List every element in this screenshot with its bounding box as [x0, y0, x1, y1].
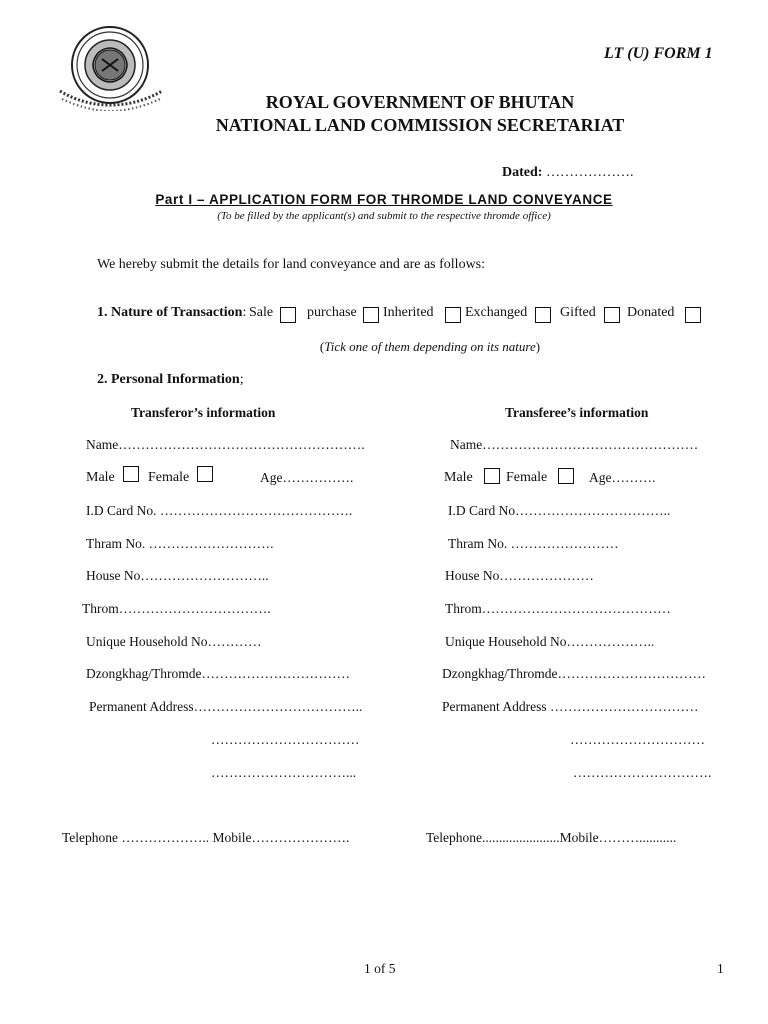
sale-checkbox[interactable] [280, 307, 296, 323]
transferee-id-field[interactable]: I.D Card No…………………………….. [448, 503, 671, 518]
transferor-household-field[interactable]: Unique Household No………… [86, 634, 262, 649]
transferor-thram-field[interactable]: Thram No. ………………………. [86, 536, 274, 551]
transaction-label: 1. Nature of Transaction: [97, 305, 247, 320]
option-sale-label: Sale [249, 305, 274, 320]
transferee-thram-field[interactable]: Thram No. …………………… [448, 536, 619, 551]
office-title: NATIONAL LAND COMMISSION SECRETARIAT [215, 115, 625, 135]
form-code: LT (U) FORM 1 [604, 45, 713, 62]
exchanged-checkbox[interactable] [535, 307, 551, 323]
transferee-female-checkbox[interactable] [558, 468, 574, 484]
transferee-male-label: Male [444, 470, 473, 485]
transferee-telephone-field[interactable]: Telephone.......................Mobile………........... [426, 830, 677, 845]
option-exchanged-label: Exchanged [465, 305, 528, 320]
gov-title: ROYAL GOVERNMENT OF BHUTAN [265, 92, 575, 112]
gifted-checkbox[interactable] [604, 307, 620, 323]
transferor-id-field[interactable]: I.D Card No. ……………………………………. [86, 503, 353, 518]
transferor-title: Transferor’s information [131, 405, 276, 420]
transferee-address-line3[interactable]: …………………………. [573, 765, 712, 780]
transferee-household-field[interactable]: Unique Household No……………….. [445, 634, 655, 649]
transferor-telephone-field[interactable]: Telephone ……………….. Mobile…………………. [62, 830, 350, 845]
transferor-dzongkhag-field[interactable]: Dzongkhag/Thromde…………………………… [86, 666, 350, 681]
transferor-male-checkbox[interactable] [123, 466, 139, 482]
transferee-title: Transferee’s information [505, 405, 649, 420]
purchase-checkbox[interactable] [363, 307, 379, 323]
transferor-house-field[interactable]: House No……………………….. [86, 568, 269, 583]
dated-value: ………………. [545, 165, 634, 180]
page-of-count: 1 of 5 [364, 961, 396, 976]
transferee-address-line2[interactable]: ………………………… [570, 732, 705, 747]
part-heading: Part I – APPLICATION FORM FOR THROMDE LAND CONVEYANCE [155, 192, 613, 207]
option-inherited-label: Inherited [383, 305, 434, 320]
option-donated-label: Donated [627, 305, 675, 320]
transferor-address-line2[interactable]: …………………………… [211, 732, 360, 747]
transferor-female-checkbox[interactable] [197, 466, 213, 482]
personal-info-label: 2. Personal Information; [97, 372, 244, 387]
transferor-age-field[interactable]: Age……………. [260, 470, 354, 485]
transferee-female-label: Female [506, 470, 548, 485]
option-gifted-label: Gifted [560, 305, 596, 320]
transferor-name-field[interactable]: Name………………………………………………. [86, 437, 365, 452]
intro-text: We hereby submit the details for land conveyance and are as follows: [97, 257, 486, 272]
part-note: (To be filled by the applicant(s) and submit to the respective thromde office) [217, 210, 551, 222]
transferor-address-field[interactable]: Permanent Address……………………………….. [89, 699, 363, 714]
transferee-name-field[interactable]: Name………………………………………… [450, 437, 699, 452]
transferee-male-checkbox[interactable] [484, 468, 500, 484]
transferee-dzongkhag-field[interactable]: Dzongkhag/Thromde…………………………… [442, 666, 706, 681]
transferee-age-field[interactable]: Age………. [589, 470, 656, 485]
option-purchase-label: purchase [307, 305, 357, 320]
transaction-note: (Tick one of them depending on its nature) [319, 339, 541, 354]
transferee-address-field[interactable]: Permanent Address …………………………… [442, 699, 699, 714]
donated-checkbox[interactable] [685, 307, 701, 323]
transferor-male-label: Male [86, 470, 115, 485]
page-number: 1 [717, 961, 724, 976]
transferee-house-field[interactable]: House No………………… [445, 568, 594, 583]
transferor-throm-field[interactable]: Throm……………………………. [82, 601, 271, 616]
transferee-throm-field[interactable]: Throm…………………………………… [445, 601, 671, 616]
dated-line [502, 165, 633, 181]
inherited-checkbox[interactable] [445, 307, 461, 323]
transferor-address-line3[interactable]: …………………………... [211, 765, 357, 780]
transferor-female-label: Female [148, 470, 190, 485]
dated-label: Dated: [502, 165, 543, 180]
